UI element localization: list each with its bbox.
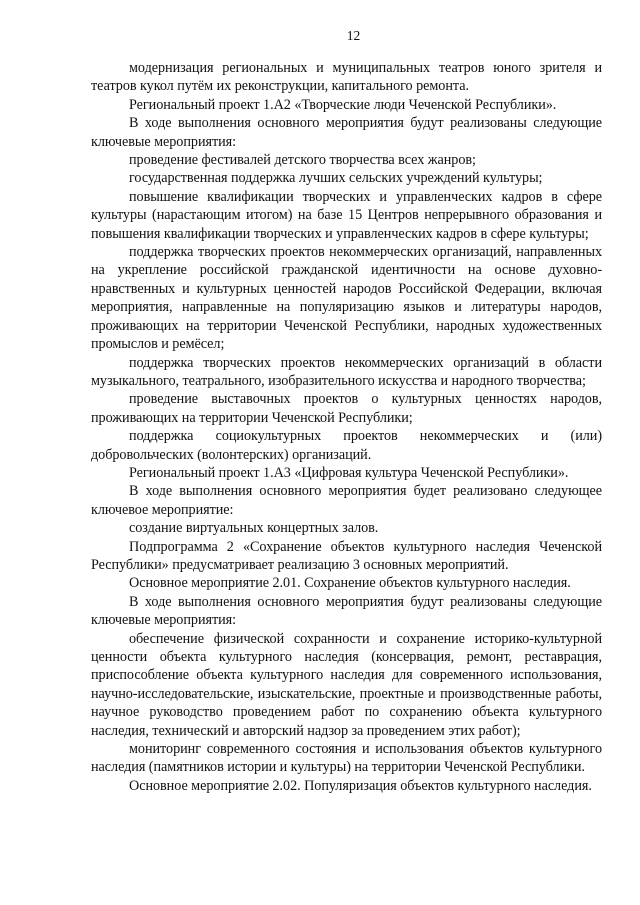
page-number: 12 (346, 28, 361, 43)
paragraph: поддержка творческих проектов некоммерческих организаций в области музыкального, театрального, изобразительного искусства и народного творчества; (91, 354, 602, 389)
paragraph: модернизация региональных и муниципальных театров юного зрителя и театров кукол путём их реконструкции, капитального ремонта. (91, 60, 602, 95)
paragraph: Основное мероприятие 2.01. Сохранение объектов культурного наследия. (129, 575, 571, 592)
paragraph: Основное мероприятие 2.02. Популяризация объектов культурного наследия. (129, 777, 592, 794)
paragraph: повышение квалификации творческих и управленческих кадров в сфере культуры (нарастающим итогом) на базе 15 Центров непрерывного образования и повышения квалификации творческих и управленческих кадров в сфере культуры; (91, 188, 602, 242)
paragraph: В ходе выполнения основного мероприятия будет реализовано следующее ключевое мероприятие: (91, 483, 602, 518)
paragraph: обеспечение физической сохранности и сохранение историко-культурной ценности объекта культурного наследия (консервация, ремонт, реставрация, приспособление объекта культурного наследия для современного использования, научно-исследовательские, изыскательские, проектные и производственные работы, научное руководство проведением работ по сохранению объекта культурного наследия, технический и авторский надзор за проведением этих работ); (91, 630, 602, 739)
paragraph: государственная поддержка лучших сельских учреждений культуры; (129, 170, 543, 187)
paragraph: проведение выставочных проектов о культурных ценностях народов, проживающих на территории Чеченской Республики; (91, 391, 602, 426)
paragraph: Подпрограмма 2 «Сохранение объектов культурного наследия Чеченской Республики» предусматривает реализацию 3 основных мероприятий. (91, 538, 602, 573)
paragraph: В ходе выполнения основного мероприятия будут реализованы следующие ключевые мероприятия: (91, 593, 602, 629)
paragraph: проведение фестивалей детского творчества всех жанров; (129, 152, 476, 169)
paragraph: мониторинг современного состояния и использования объектов культурного наследия (памятников истории и культуры) на территории Чеченской Республики. (91, 741, 602, 776)
paragraph: создание виртуальных концертных залов. (129, 520, 379, 537)
paragraph: Региональный проект 1.А3 «Цифровая культура Чеченской Республики». (129, 464, 569, 481)
document-body (91, 59, 602, 795)
paragraph: поддержка творческих проектов некоммерческих организаций, направленных на укрепление российской гражданской идентичности на основе духовно-нравственных и культурных ценностей народов Российской Федерации, включая мероприятия, направленные на популяризацию языков и литературы народов, проживающих на территории Чеченской Республики, народных художественных промыслов и ремёсел; (91, 244, 602, 353)
paragraph: поддержка социокультурных проектов некоммерческих и (или) добровольческих (волонтерских) организаций. (91, 428, 602, 463)
paragraph: В ходе выполнения основного мероприятия будут реализованы следующие ключевые мероприятия: (91, 115, 602, 150)
paragraph: Региональный проект 1.А2 «Творческие люди Чеченской Республики». (129, 96, 557, 113)
